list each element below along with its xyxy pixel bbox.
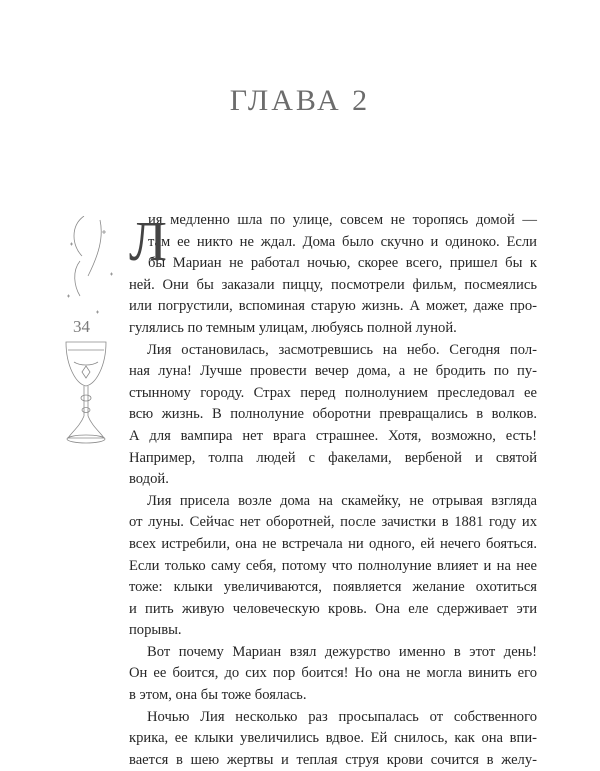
chapter-body-text (129, 210, 537, 771)
text-line: Он ее боится, до сих пор боится! Но она не могла винить его (129, 665, 537, 682)
goblet-illustration (52, 216, 120, 476)
text-line: Вот почему Мариан взял дежурство именно в этот день! (147, 643, 537, 660)
text-line: А для вампира нет врага страшнее. Хотя, возможно, есть! (129, 427, 537, 444)
page-number: 34 (73, 317, 90, 336)
text-line: стынному городу. Страх перед полнолунием преследовал ее (129, 384, 537, 401)
text-line: Ночью Лия несколько раз просыпалась от собственного (147, 708, 537, 725)
text-line: ней. Они бы заказали пиццу, посмотрели фильм, посмеялись (129, 276, 537, 293)
text-line: или погрустили, вспоминая старую жизнь. А может, даже про- (129, 298, 537, 315)
text-line: всех истребили, она не встречала ни одного, ей нечего бояться. (129, 535, 537, 552)
text-line: Лия присела возле дома на скамейку, не отрывая взгляда (147, 492, 537, 509)
text-line: бы Мариан не работал ночью, скорее всего, пришел бы к (148, 255, 537, 272)
text-line: вается в шею жертвы и теплая струя крови сочится в желу- (129, 751, 537, 768)
text-line: Лия остановилась, засмотревшись на небо. Сегодня пол- (147, 341, 537, 358)
chapter-title: ГЛАВА 2 (229, 84, 371, 117)
text-line: водой. (129, 471, 169, 488)
text-line: гулялись по темным улицам, любуясь полной луной. (129, 319, 457, 336)
text-line: порывы. (129, 622, 182, 639)
drop-cap-letter: Л (129, 211, 167, 273)
text-line: от луны. Сейчас нет оборотней, после зачистки в 1881 году их (129, 514, 537, 531)
text-line: крика, ее клыки увеличились вдвое. Ей снилось, как она впи- (129, 730, 537, 747)
text-line: там ее никто не ждал. Дома было скучно и одиноко. Если (148, 233, 537, 250)
text-line: и пить живую человеческую кровь. Она еле сдерживает эти (129, 600, 537, 617)
text-line: всю жизнь. В полнолуние оборотни превращались в волков. (129, 406, 537, 423)
text-line: тоже: клыки увеличиваются, появляется желание охотиться (129, 579, 537, 596)
text-line: в этом, она бы тоже боялась. (129, 687, 307, 704)
text-line: ная луна! Лучше провести вечер дома, а не бродить по пу- (129, 363, 537, 380)
text-line: Например, толпа людей с факелами, вербеной и святой (129, 449, 537, 466)
text-line: Если только саму себя, потому что полнолуние влияет и на нее (129, 557, 537, 574)
text-line: ия медленно шла по улице, совсем не торопясь домой — (148, 212, 537, 228)
